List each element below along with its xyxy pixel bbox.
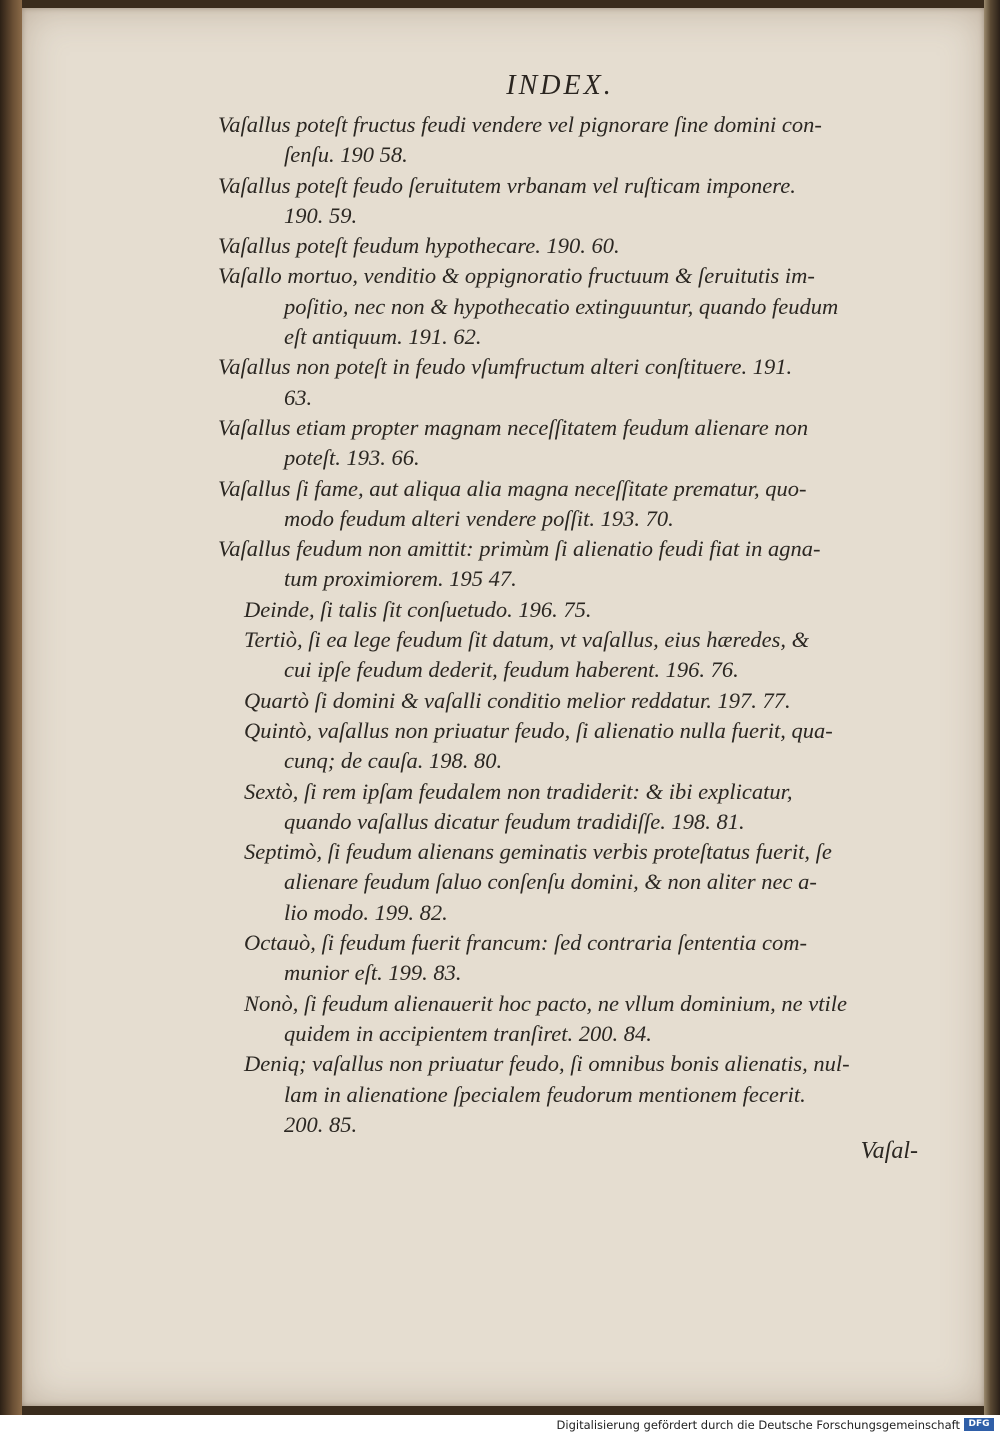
page-title: INDEX.: [506, 70, 614, 101]
index-entry: [218, 716, 918, 777]
entry-text: Deniq; vaſallus non priuatur feudo, ſi omnibus bonis alienatis, nul-: [244, 1051, 850, 1077]
entry-text: Quartò ſi domini & vaſalli conditio melior reddatur. 197. 77.: [244, 687, 791, 713]
entry-continuation: quando vaſallus dicatur feudum tradidiſſe. 198. 81.: [284, 808, 745, 834]
index-entry: [218, 352, 918, 413]
entry-text: Vaſallus poteſt feudo ſeruitutem vrbanam vel ruſticam imponere.: [218, 172, 796, 198]
index-entry: [218, 686, 918, 716]
index-entry: [218, 777, 918, 838]
index-entry: [218, 474, 918, 535]
entry-continuation: tum proximiorem. 195 47.: [284, 566, 517, 592]
index-entry: [218, 261, 918, 352]
entry-text: Vaſallus poteſt fructus feudi vendere vel pignorare ſine domini con-: [218, 112, 822, 137]
index-entry: [218, 171, 918, 232]
index-entry: [218, 837, 918, 928]
entry-text: Vaſallo mortuo, venditio & oppignoratio fructuum & ſeruitutis im-: [218, 263, 815, 289]
index-entry: [218, 989, 918, 1050]
entry-continuation: quidem in accipientem tranſiret. 200. 84.: [284, 1020, 652, 1046]
index-entry: [218, 1049, 918, 1140]
book-edge-left: [0, 0, 22, 1415]
entry-text: Octauò, ſi feudum fuerit francum: ſed contraria ſententia com-: [244, 930, 808, 956]
entry-text: Quintò, vaſallus non priuatur feudo, ſi alienatio nulla fuerit, qua-: [244, 717, 833, 743]
entry-continuation: modo feudum alteri vendere poſſit. 193. 70.: [284, 505, 674, 531]
footer-credit: Digitalisierung gefördert durch die Deutsche Forschungsgemeinschaft: [556, 1418, 960, 1432]
entry-continuation: 63.: [284, 384, 313, 410]
entry-continuation: munior eſt. 199. 83.: [284, 960, 462, 986]
entry-text: Vaſallus poteſt feudum hypothecare. 190. 60.: [218, 233, 620, 259]
entry-text: Nonò, ſi feudum alienauerit hoc pacto, ne vllum dominium, ne vtile: [244, 990, 848, 1016]
index-entry: [218, 231, 918, 261]
entry-text: Vaſallus feudum non amittit: primùm ſi alienatio feudi fiat in agna-: [218, 536, 821, 562]
entry-continuation: poteſt. 193. 66.: [284, 445, 420, 471]
entry-continuation: cui ipſe feudum dederit, feudum haberent. 196. 76.: [284, 657, 739, 683]
entry-text: Deinde, ſi talis ſit conſuetudo. 196. 75.: [244, 596, 592, 622]
entry-continuation: cunq; de cauſa. 198. 80.: [284, 748, 503, 774]
book-edge-right: [984, 0, 1000, 1415]
entry-continuation: alienare feudum ſaluo conſenſu domini, & non aliter nec a-: [284, 869, 817, 895]
entry-text: Tertiò, ſi ea lege feudum ſit datum, vt vaſallus, eius hæredes, &: [244, 627, 810, 653]
index-entry: [218, 595, 918, 625]
entry-text: Sextò, ſi rem ipſam feudalem non tradiderit: & ibi explicatur,: [244, 778, 793, 804]
entry-text: Septimò, ſi feudum alienans geminatis verbis proteſtatus fuerit, ſe: [244, 839, 832, 865]
entry-continuation: eſt antiquum. 191. 62.: [284, 324, 482, 350]
entry-continuation: lio modo. 199. 82.: [284, 899, 448, 925]
footer-bar: [0, 1415, 1000, 1435]
entry-text: Vaſallus etiam propter magnam neceſſitatem feudum alienare non: [218, 414, 809, 440]
index-entry: [218, 110, 918, 171]
entry-continuation: poſitio, nec non & hypothecatio extinguuntur, quando feudum: [284, 293, 839, 319]
entry-continuation: 190. 59.: [284, 202, 358, 228]
entry-continuation: 200. 85.: [284, 1111, 358, 1137]
index-entry: [218, 413, 918, 474]
index-entry: [218, 625, 918, 686]
entry-continuation: ſenſu. 190 58.: [284, 142, 408, 168]
index-entry: [218, 928, 918, 989]
index-entries: [218, 110, 918, 1140]
entry-text: Vaſallus non poteſt in feudo vſumfructum alteri conſtituere. 191.: [218, 354, 793, 380]
catchword: Vaſal-: [860, 1138, 918, 1164]
page-header: [0, 70, 1000, 102]
entry-continuation: lam in alienatione ſpecialem feudorum mentionem fecerit.: [284, 1081, 806, 1107]
entry-text: Vaſallus ſi fame, aut aliqua alia magna neceſſitate prematur, quo-: [218, 475, 807, 501]
index-entry: [218, 534, 918, 595]
dfg-logo-icon: DFG: [964, 1418, 994, 1431]
